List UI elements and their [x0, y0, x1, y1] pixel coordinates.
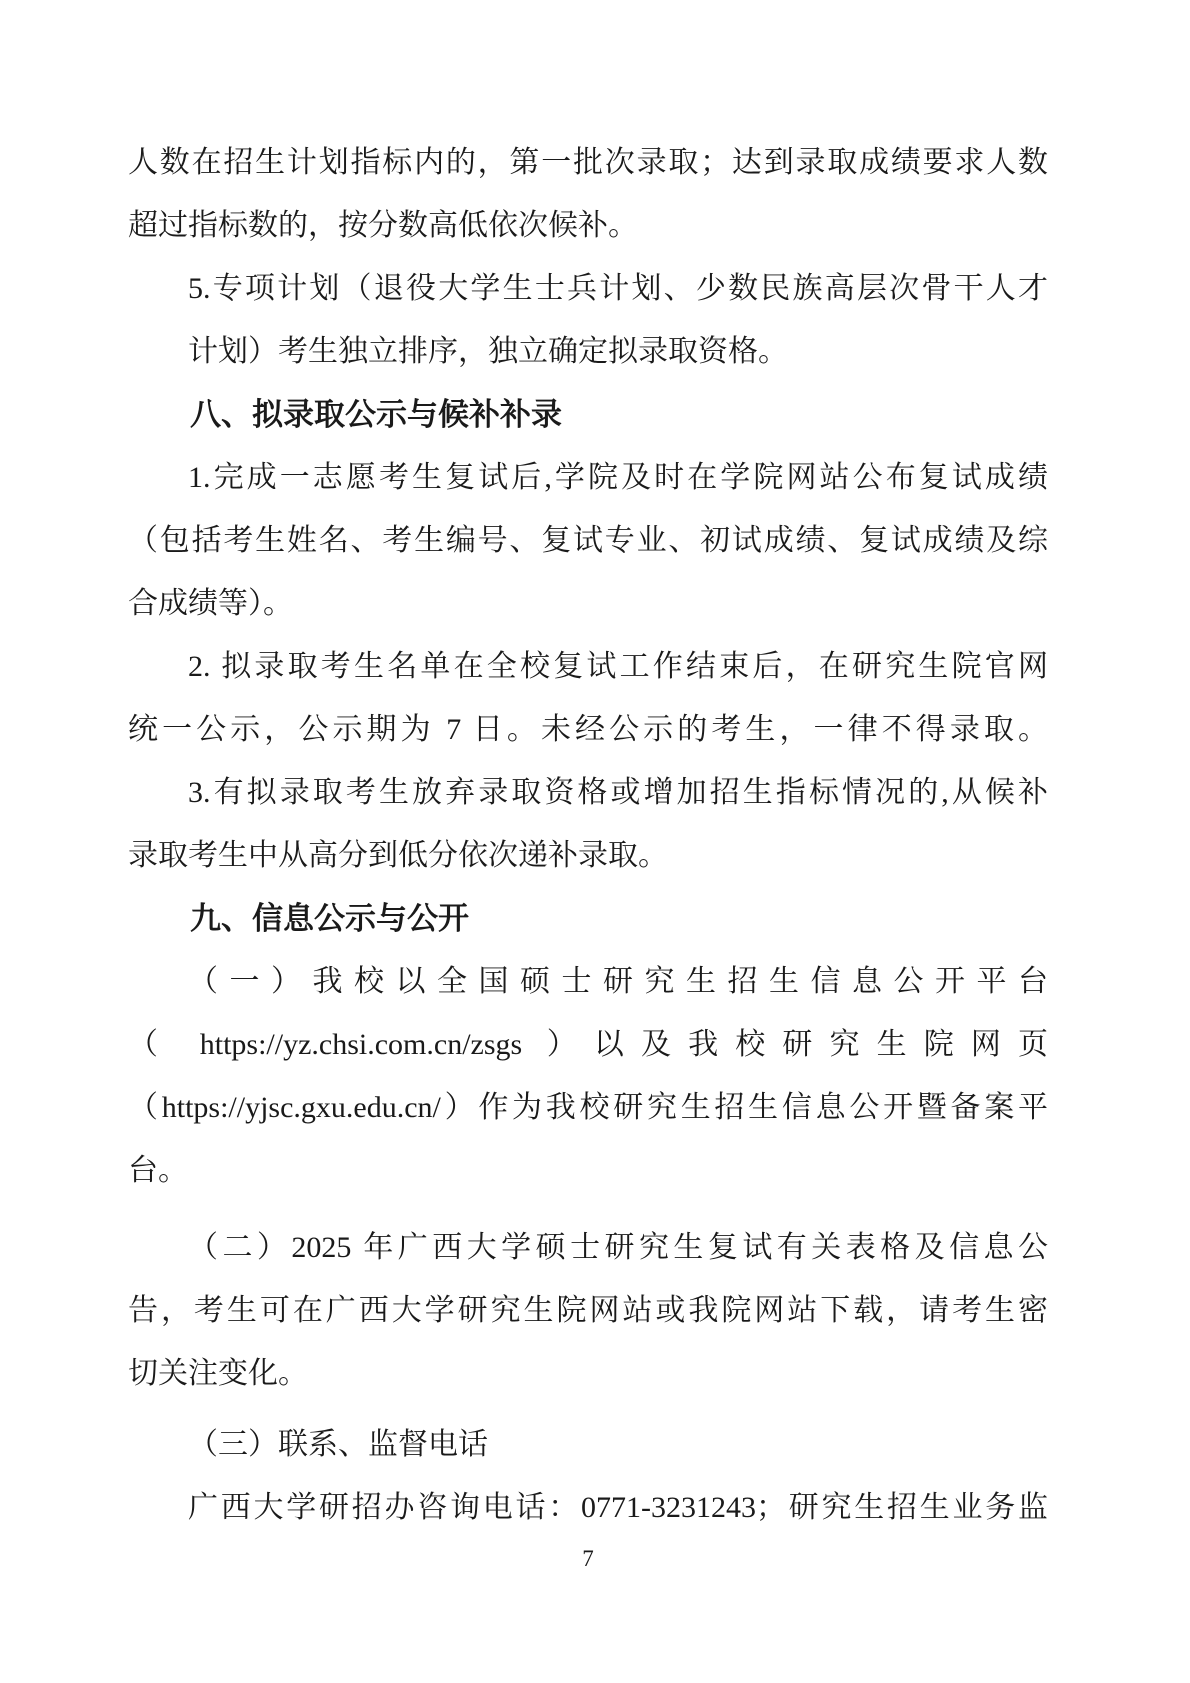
section-heading-8: 八、拟录取公示与候补补录 [190, 397, 562, 432]
document-text-block [128, 131, 1048, 1579]
body-line: 统一公示，公示期为 7 日。未经公示的考生，一律不得录取。 [128, 713, 1048, 746]
body-line: 计划）考生独立排序，独立确定拟录取资格。 [188, 335, 788, 368]
body-line: 广西大学研招办咨询电话：0771-3231243；研究生招生业务监 [188, 1491, 1048, 1524]
body-line: 台。 [128, 1154, 188, 1187]
body-line: 人数在招生计划指标内的，第一批次录取；达到录取成绩要求人数 [128, 146, 1048, 179]
body-line: 录取考生中从高分到低分依次递补录取。 [128, 839, 668, 872]
body-line-url: （https://yjsc.gxu.edu.cn/）作为我校研究生招生信息公开暨备案平 [128, 1091, 1048, 1124]
body-line: （三）联系、监督电话 [188, 1428, 488, 1461]
body-line: 告，考生可在广西大学研究生院网站或我院网站下载，请考生密 [128, 1294, 1048, 1327]
page-number: 7 [582, 1546, 594, 1571]
section-heading-9: 九、信息公示与公开 [190, 901, 469, 936]
body-line: （二）2025 年广西大学硕士研究生复试有关表格及信息公 [188, 1231, 1048, 1264]
body-line-url: （ https://yz.chsi.com.cn/zsgs ）以及我校研究生院网页 [128, 1028, 1048, 1061]
body-line: 1.完成一志愿考生复试后,学院及时在学院网站公布复试成绩 [188, 461, 1048, 494]
body-line: 切关注变化。 [128, 1357, 308, 1390]
body-line: 3.有拟录取考生放弃录取资格或增加招生指标情况的,从候补 [188, 776, 1048, 809]
body-line: 超过指标数的，按分数高低依次候补。 [128, 209, 638, 242]
body-line: 5.专项计划（退役大学生士兵计划、少数民族高层次骨干人才 [188, 272, 1048, 305]
body-line: （包括考生姓名、考生编号、复试专业、初试成绩、复试成绩及综 [128, 524, 1048, 557]
body-line: 2. 拟录取考生名单在全校复试工作结束后，在研究生院官网 [188, 650, 1048, 683]
body-line: 合成绩等）。 [128, 587, 293, 620]
body-line: （一）我校以全国硕士研究生招生信息公开平台 [188, 965, 1048, 998]
